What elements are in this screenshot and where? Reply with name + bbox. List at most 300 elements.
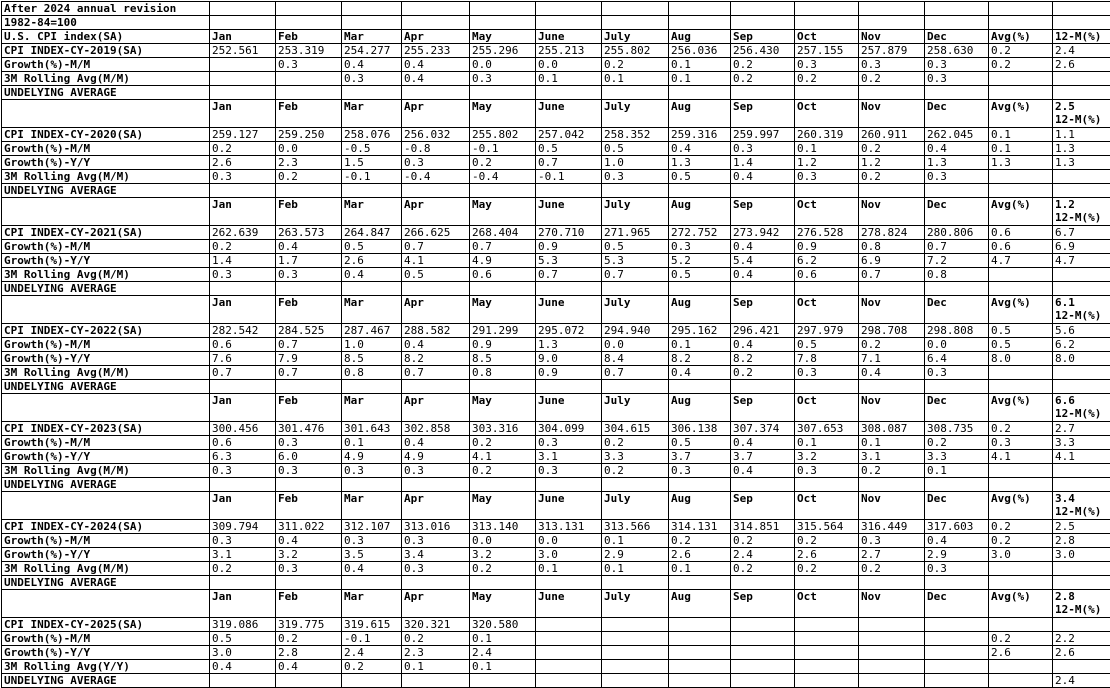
cell[interactable] bbox=[1053, 380, 1110, 394]
cell[interactable]: 4.1 bbox=[989, 450, 1053, 464]
cell[interactable] bbox=[470, 674, 536, 688]
cell[interactable] bbox=[989, 72, 1053, 86]
cell[interactable]: 276.528 bbox=[795, 226, 859, 240]
cell[interactable] bbox=[795, 184, 859, 198]
cell[interactable] bbox=[470, 380, 536, 394]
cell[interactable]: 0.3 bbox=[925, 170, 989, 184]
cell[interactable]: 0.3 bbox=[276, 58, 342, 72]
cell[interactable]: 0.2 bbox=[731, 58, 795, 72]
cell[interactable]: 8.5 bbox=[342, 352, 402, 366]
cell[interactable]: 8.0 bbox=[1053, 352, 1110, 366]
cell[interactable] bbox=[795, 576, 859, 590]
cell[interactable] bbox=[731, 632, 795, 646]
cell[interactable]: 2.3 bbox=[276, 156, 342, 170]
cell[interactable] bbox=[602, 632, 669, 646]
cell[interactable]: 313.131 bbox=[536, 520, 602, 534]
cell[interactable]: 0.5 bbox=[536, 142, 602, 156]
cell[interactable]: 0.5 bbox=[602, 240, 669, 254]
cell[interactable] bbox=[402, 576, 470, 590]
cell[interactable]: 0.3 bbox=[210, 534, 276, 548]
cell[interactable]: 0.2 bbox=[989, 520, 1053, 534]
cell[interactable]: 0.3 bbox=[342, 72, 402, 86]
cell[interactable]: 304.099 bbox=[536, 422, 602, 436]
cell[interactable]: 307.653 bbox=[795, 422, 859, 436]
cell[interactable]: 0.4 bbox=[402, 436, 470, 450]
cell[interactable] bbox=[602, 576, 669, 590]
cell[interactable]: 306.138 bbox=[669, 422, 731, 436]
cell[interactable] bbox=[989, 660, 1053, 674]
cell[interactable] bbox=[669, 478, 731, 492]
cell[interactable]: 258.630 bbox=[925, 44, 989, 58]
cell[interactable]: 4.1 bbox=[1053, 450, 1110, 464]
cell[interactable]: 0.3 bbox=[210, 170, 276, 184]
cell[interactable]: 8.2 bbox=[402, 352, 470, 366]
cell[interactable] bbox=[210, 2, 276, 16]
cell[interactable] bbox=[602, 618, 669, 632]
cell[interactable]: 291.299 bbox=[470, 324, 536, 338]
cell[interactable]: 2.3 bbox=[402, 646, 470, 660]
cell[interactable] bbox=[1053, 268, 1110, 282]
cell[interactable]: 319.086 bbox=[210, 618, 276, 632]
cell[interactable]: 253.319 bbox=[276, 44, 342, 58]
cell[interactable]: 0.5 bbox=[795, 338, 859, 352]
cell[interactable]: 0.4 bbox=[402, 72, 470, 86]
cell[interactable]: 0.0 bbox=[276, 142, 342, 156]
cell[interactable]: 302.858 bbox=[402, 422, 470, 436]
cell[interactable]: 272.752 bbox=[669, 226, 731, 240]
cell[interactable]: 0.2 bbox=[210, 562, 276, 576]
cell[interactable]: 0.3 bbox=[276, 562, 342, 576]
cell[interactable] bbox=[989, 16, 1053, 30]
cell[interactable]: 1.4 bbox=[210, 254, 276, 268]
cell[interactable] bbox=[210, 72, 276, 86]
cell[interactable] bbox=[402, 282, 470, 296]
cell[interactable]: 0.2 bbox=[470, 436, 536, 450]
cell[interactable]: 0.2 bbox=[859, 142, 925, 156]
cell[interactable] bbox=[1053, 184, 1110, 198]
cell[interactable] bbox=[2, 100, 210, 128]
cell[interactable]: 295.072 bbox=[536, 324, 602, 338]
cell[interactable] bbox=[925, 2, 989, 16]
cell[interactable] bbox=[1053, 576, 1110, 590]
cell[interactable]: 0.3 bbox=[602, 170, 669, 184]
cell[interactable]: 1.3 bbox=[669, 156, 731, 170]
cell[interactable]: 0.1 bbox=[402, 660, 470, 674]
cell[interactable] bbox=[602, 646, 669, 660]
cell[interactable]: 1.2 bbox=[859, 156, 925, 170]
cell[interactable] bbox=[2, 492, 210, 520]
cell[interactable] bbox=[402, 184, 470, 198]
cell[interactable]: 0.1 bbox=[342, 436, 402, 450]
cell[interactable]: 0.4 bbox=[731, 338, 795, 352]
cell[interactable]: 256.430 bbox=[731, 44, 795, 58]
cell[interactable]: 0.3 bbox=[795, 58, 859, 72]
cell[interactable] bbox=[859, 576, 925, 590]
cell[interactable]: 0.1 bbox=[669, 338, 731, 352]
cell[interactable]: 4.9 bbox=[470, 254, 536, 268]
cell[interactable] bbox=[536, 646, 602, 660]
cell[interactable] bbox=[602, 184, 669, 198]
cell[interactable]: 3.1 bbox=[859, 450, 925, 464]
cell[interactable]: 0.7 bbox=[276, 366, 342, 380]
cell[interactable]: 264.847 bbox=[342, 226, 402, 240]
cell[interactable]: 256.032 bbox=[402, 128, 470, 142]
cell[interactable]: 0.0 bbox=[602, 338, 669, 352]
cell[interactable]: 3.5 bbox=[342, 548, 402, 562]
cell[interactable]: 0.1 bbox=[669, 72, 731, 86]
cell[interactable]: 298.808 bbox=[925, 324, 989, 338]
cell[interactable]: 0.3 bbox=[402, 464, 470, 478]
cell[interactable]: 255.213 bbox=[536, 44, 602, 58]
cell[interactable]: 255.802 bbox=[470, 128, 536, 142]
cell[interactable]: 2.4 bbox=[1053, 674, 1110, 688]
cell[interactable]: 0.2 bbox=[210, 142, 276, 156]
cell[interactable]: 317.603 bbox=[925, 520, 989, 534]
cell[interactable] bbox=[210, 674, 276, 688]
cell[interactable] bbox=[731, 478, 795, 492]
cell[interactable]: -0.1 bbox=[470, 142, 536, 156]
cell[interactable]: 0.2 bbox=[731, 366, 795, 380]
cell[interactable] bbox=[989, 170, 1053, 184]
cell[interactable] bbox=[1053, 562, 1110, 576]
cell[interactable] bbox=[536, 478, 602, 492]
cell[interactable] bbox=[925, 674, 989, 688]
cell[interactable]: 1.3 bbox=[989, 156, 1053, 170]
cell[interactable]: 311.022 bbox=[276, 520, 342, 534]
cell[interactable]: 0.7 bbox=[470, 240, 536, 254]
cell[interactable] bbox=[602, 282, 669, 296]
cell[interactable]: 5.2 bbox=[669, 254, 731, 268]
cell[interactable]: 0.3 bbox=[210, 268, 276, 282]
cell[interactable]: 0.1 bbox=[536, 72, 602, 86]
cell[interactable]: 0.5 bbox=[602, 142, 669, 156]
cell[interactable]: 263.573 bbox=[276, 226, 342, 240]
cell[interactable] bbox=[795, 674, 859, 688]
cell[interactable]: 2.8 bbox=[276, 646, 342, 660]
cell[interactable] bbox=[402, 674, 470, 688]
cell[interactable]: 3.7 bbox=[669, 450, 731, 464]
cell[interactable]: 255.296 bbox=[470, 44, 536, 58]
cell[interactable]: 0.2 bbox=[795, 562, 859, 576]
cell[interactable] bbox=[210, 282, 276, 296]
cell[interactable]: 0.4 bbox=[731, 268, 795, 282]
cell[interactable]: 0.1 bbox=[989, 128, 1053, 142]
cell[interactable] bbox=[402, 86, 470, 100]
cell[interactable]: 0.9 bbox=[536, 366, 602, 380]
cell[interactable]: 7.8 bbox=[795, 352, 859, 366]
cell[interactable]: 3.0 bbox=[989, 548, 1053, 562]
cell[interactable]: 278.824 bbox=[859, 226, 925, 240]
cell[interactable]: 0.3 bbox=[210, 464, 276, 478]
cell[interactable] bbox=[859, 618, 925, 632]
cell[interactable] bbox=[669, 86, 731, 100]
cell[interactable] bbox=[989, 268, 1053, 282]
cell[interactable]: 0.3 bbox=[342, 534, 402, 548]
cell[interactable]: 296.421 bbox=[731, 324, 795, 338]
cell[interactable]: 1.2 bbox=[795, 156, 859, 170]
cell[interactable]: 0.1 bbox=[602, 534, 669, 548]
cell[interactable]: 3.3 bbox=[602, 450, 669, 464]
cell[interactable]: 312.107 bbox=[342, 520, 402, 534]
cell[interactable] bbox=[859, 478, 925, 492]
cell[interactable]: 0.9 bbox=[795, 240, 859, 254]
cell[interactable]: 262.639 bbox=[210, 226, 276, 240]
cell[interactable] bbox=[859, 86, 925, 100]
cell[interactable]: -0.5 bbox=[342, 142, 402, 156]
cell[interactable] bbox=[859, 632, 925, 646]
cell[interactable] bbox=[859, 16, 925, 30]
cell[interactable]: 1.3 bbox=[1053, 142, 1110, 156]
cell[interactable]: 0.3 bbox=[402, 156, 470, 170]
cell[interactable] bbox=[536, 632, 602, 646]
cell[interactable] bbox=[342, 184, 402, 198]
cell[interactable] bbox=[925, 646, 989, 660]
cell[interactable]: 0.2 bbox=[210, 240, 276, 254]
cell[interactable] bbox=[795, 632, 859, 646]
cell[interactable]: 301.643 bbox=[342, 422, 402, 436]
cell[interactable]: 0.5 bbox=[989, 338, 1053, 352]
cell[interactable] bbox=[276, 478, 342, 492]
cell[interactable]: 8.2 bbox=[731, 352, 795, 366]
cell[interactable]: 0.4 bbox=[731, 464, 795, 478]
cell[interactable]: 3.2 bbox=[795, 450, 859, 464]
cell[interactable]: 0.1 bbox=[536, 562, 602, 576]
cell[interactable] bbox=[795, 646, 859, 660]
cell[interactable] bbox=[989, 674, 1053, 688]
cell[interactable]: 0.3 bbox=[795, 366, 859, 380]
cell[interactable] bbox=[276, 16, 342, 30]
cell[interactable] bbox=[859, 184, 925, 198]
cell[interactable] bbox=[276, 576, 342, 590]
cell[interactable]: 280.806 bbox=[925, 226, 989, 240]
cell[interactable]: 3.0 bbox=[210, 646, 276, 660]
cell[interactable] bbox=[731, 86, 795, 100]
cell[interactable] bbox=[925, 86, 989, 100]
cell[interactable] bbox=[859, 660, 925, 674]
cell[interactable]: 297.979 bbox=[795, 324, 859, 338]
cell[interactable]: 0.7 bbox=[925, 240, 989, 254]
cell[interactable]: 3.1 bbox=[536, 450, 602, 464]
cell[interactable]: 2.6 bbox=[795, 548, 859, 562]
cell[interactable]: 319.615 bbox=[342, 618, 402, 632]
cell[interactable]: 0.8 bbox=[342, 366, 402, 380]
cell[interactable]: 259.250 bbox=[276, 128, 342, 142]
cell[interactable]: 271.965 bbox=[602, 226, 669, 240]
cell[interactable]: 0.6 bbox=[989, 240, 1053, 254]
cell[interactable]: 313.140 bbox=[470, 520, 536, 534]
cell[interactable]: 5.6 bbox=[1053, 324, 1110, 338]
cell[interactable]: 9.0 bbox=[536, 352, 602, 366]
cell[interactable] bbox=[731, 16, 795, 30]
cell[interactable]: 3.3 bbox=[1053, 436, 1110, 450]
cell[interactable]: 255.802 bbox=[602, 44, 669, 58]
cell[interactable]: 1.3 bbox=[925, 156, 989, 170]
cell[interactable]: 5.3 bbox=[536, 254, 602, 268]
cell[interactable]: -0.1 bbox=[536, 170, 602, 184]
cell[interactable] bbox=[470, 2, 536, 16]
cell[interactable]: 0.6 bbox=[210, 338, 276, 352]
cell[interactable]: 0.4 bbox=[731, 436, 795, 450]
cell[interactable]: 320.321 bbox=[402, 618, 470, 632]
cell[interactable]: 309.794 bbox=[210, 520, 276, 534]
cell[interactable]: 288.582 bbox=[402, 324, 470, 338]
cell[interactable] bbox=[536, 380, 602, 394]
cell[interactable]: 270.710 bbox=[536, 226, 602, 240]
cell[interactable]: -0.4 bbox=[402, 170, 470, 184]
cell[interactable]: 6.0 bbox=[276, 450, 342, 464]
cell[interactable] bbox=[925, 632, 989, 646]
cell[interactable] bbox=[470, 282, 536, 296]
cell[interactable]: 316.449 bbox=[859, 520, 925, 534]
cell[interactable]: 7.9 bbox=[276, 352, 342, 366]
cell[interactable]: 4.7 bbox=[1053, 254, 1110, 268]
cell[interactable]: 2.7 bbox=[1053, 422, 1110, 436]
cell[interactable] bbox=[602, 2, 669, 16]
cell[interactable]: 0.2 bbox=[859, 72, 925, 86]
cell[interactable]: 0.6 bbox=[795, 268, 859, 282]
cell[interactable] bbox=[470, 184, 536, 198]
cell[interactable] bbox=[1053, 72, 1110, 86]
cell[interactable] bbox=[602, 16, 669, 30]
cell[interactable]: 3.2 bbox=[276, 548, 342, 562]
cell[interactable]: 266.625 bbox=[402, 226, 470, 240]
cell[interactable] bbox=[536, 660, 602, 674]
cell[interactable]: 258.352 bbox=[602, 128, 669, 142]
cell[interactable]: 0.4 bbox=[402, 338, 470, 352]
cell[interactable]: 2.8 bbox=[1053, 534, 1110, 548]
cell[interactable] bbox=[859, 282, 925, 296]
cell[interactable] bbox=[731, 282, 795, 296]
cell[interactable]: 0.2 bbox=[402, 632, 470, 646]
cell[interactable]: 314.131 bbox=[669, 520, 731, 534]
cell[interactable]: 2.6 bbox=[210, 156, 276, 170]
cell[interactable]: 0.3 bbox=[795, 170, 859, 184]
cell[interactable]: -0.1 bbox=[342, 632, 402, 646]
cell[interactable] bbox=[989, 366, 1053, 380]
cell[interactable]: 3.1 bbox=[210, 548, 276, 562]
cell[interactable]: 6.7 bbox=[1053, 226, 1110, 240]
cell[interactable]: 0.4 bbox=[731, 170, 795, 184]
cell[interactable]: 7.1 bbox=[859, 352, 925, 366]
cell[interactable]: 2.7 bbox=[859, 548, 925, 562]
cell[interactable]: 0.6 bbox=[210, 436, 276, 450]
cell[interactable] bbox=[1053, 86, 1110, 100]
cell[interactable]: 2.2 bbox=[1053, 632, 1110, 646]
cell[interactable]: 319.775 bbox=[276, 618, 342, 632]
cell[interactable]: 1.4 bbox=[731, 156, 795, 170]
cell[interactable]: 0.2 bbox=[470, 562, 536, 576]
cell[interactable]: 313.016 bbox=[402, 520, 470, 534]
cell[interactable]: 0.2 bbox=[795, 534, 859, 548]
cell[interactable] bbox=[342, 282, 402, 296]
cell[interactable]: 1.1 bbox=[1053, 128, 1110, 142]
cell[interactable]: 257.879 bbox=[859, 44, 925, 58]
cell[interactable] bbox=[1053, 16, 1110, 30]
cell[interactable] bbox=[210, 184, 276, 198]
cell[interactable]: 0.4 bbox=[859, 366, 925, 380]
cell[interactable]: 3.4 bbox=[402, 548, 470, 562]
cell[interactable]: 0.7 bbox=[536, 156, 602, 170]
cell[interactable]: 3.3 bbox=[925, 450, 989, 464]
cell[interactable] bbox=[342, 86, 402, 100]
cell[interactable]: 0.2 bbox=[470, 464, 536, 478]
cell[interactable]: 0.3 bbox=[669, 464, 731, 478]
cell[interactable]: 308.087 bbox=[859, 422, 925, 436]
cell[interactable]: 0.2 bbox=[859, 562, 925, 576]
cell[interactable]: 3.0 bbox=[536, 548, 602, 562]
cell[interactable]: -0.1 bbox=[342, 170, 402, 184]
cell[interactable] bbox=[731, 380, 795, 394]
cell[interactable]: 0.4 bbox=[210, 660, 276, 674]
cell[interactable]: 0.2 bbox=[859, 170, 925, 184]
cell[interactable] bbox=[925, 380, 989, 394]
cell[interactable]: 0.3 bbox=[795, 464, 859, 478]
cell[interactable]: 2.4 bbox=[1053, 44, 1110, 58]
cell[interactable]: 0.2 bbox=[989, 422, 1053, 436]
cell[interactable]: 2.4 bbox=[342, 646, 402, 660]
cell[interactable]: 320.580 bbox=[470, 618, 536, 632]
cell[interactable]: 8.0 bbox=[989, 352, 1053, 366]
cell[interactable] bbox=[989, 618, 1053, 632]
cell[interactable] bbox=[602, 86, 669, 100]
cell[interactable] bbox=[276, 282, 342, 296]
cell[interactable] bbox=[669, 576, 731, 590]
cell[interactable] bbox=[669, 16, 731, 30]
cell[interactable]: 6.2 bbox=[1053, 338, 1110, 352]
cell[interactable]: 0.1 bbox=[925, 464, 989, 478]
cell[interactable] bbox=[342, 2, 402, 16]
cell[interactable] bbox=[669, 660, 731, 674]
cell[interactable] bbox=[669, 184, 731, 198]
cell[interactable]: 0.6 bbox=[470, 268, 536, 282]
cell[interactable]: 0.4 bbox=[925, 534, 989, 548]
cell[interactable]: 0.1 bbox=[795, 436, 859, 450]
cell[interactable]: 5.3 bbox=[602, 254, 669, 268]
cell[interactable]: 2.9 bbox=[925, 548, 989, 562]
cell[interactable] bbox=[669, 674, 731, 688]
cell[interactable] bbox=[795, 282, 859, 296]
cell[interactable]: 260.319 bbox=[795, 128, 859, 142]
cell[interactable]: 0.5 bbox=[669, 170, 731, 184]
cell[interactable]: 1.3 bbox=[1053, 156, 1110, 170]
cell[interactable]: 259.316 bbox=[669, 128, 731, 142]
cell[interactable]: 0.1 bbox=[470, 632, 536, 646]
cell[interactable] bbox=[925, 618, 989, 632]
cell[interactable]: 273.942 bbox=[731, 226, 795, 240]
cell[interactable]: 4.9 bbox=[402, 450, 470, 464]
cell[interactable]: 6.9 bbox=[859, 254, 925, 268]
cell[interactable] bbox=[536, 618, 602, 632]
cell[interactable] bbox=[669, 632, 731, 646]
cell[interactable]: 0.7 bbox=[602, 268, 669, 282]
cell[interactable] bbox=[536, 576, 602, 590]
cell[interactable] bbox=[276, 380, 342, 394]
cell[interactable] bbox=[989, 86, 1053, 100]
cell[interactable] bbox=[536, 2, 602, 16]
cell[interactable]: 2.4 bbox=[470, 646, 536, 660]
cell[interactable]: 4.1 bbox=[402, 254, 470, 268]
cell[interactable] bbox=[795, 380, 859, 394]
cell[interactable]: 0.1 bbox=[669, 58, 731, 72]
cell[interactable]: 0.7 bbox=[210, 366, 276, 380]
cell[interactable] bbox=[276, 72, 342, 86]
cell[interactable]: 0.4 bbox=[276, 660, 342, 674]
cell[interactable]: 5.4 bbox=[731, 254, 795, 268]
cell[interactable] bbox=[602, 478, 669, 492]
cell[interactable] bbox=[402, 380, 470, 394]
cell[interactable]: 0.3 bbox=[925, 58, 989, 72]
cell[interactable] bbox=[669, 646, 731, 660]
